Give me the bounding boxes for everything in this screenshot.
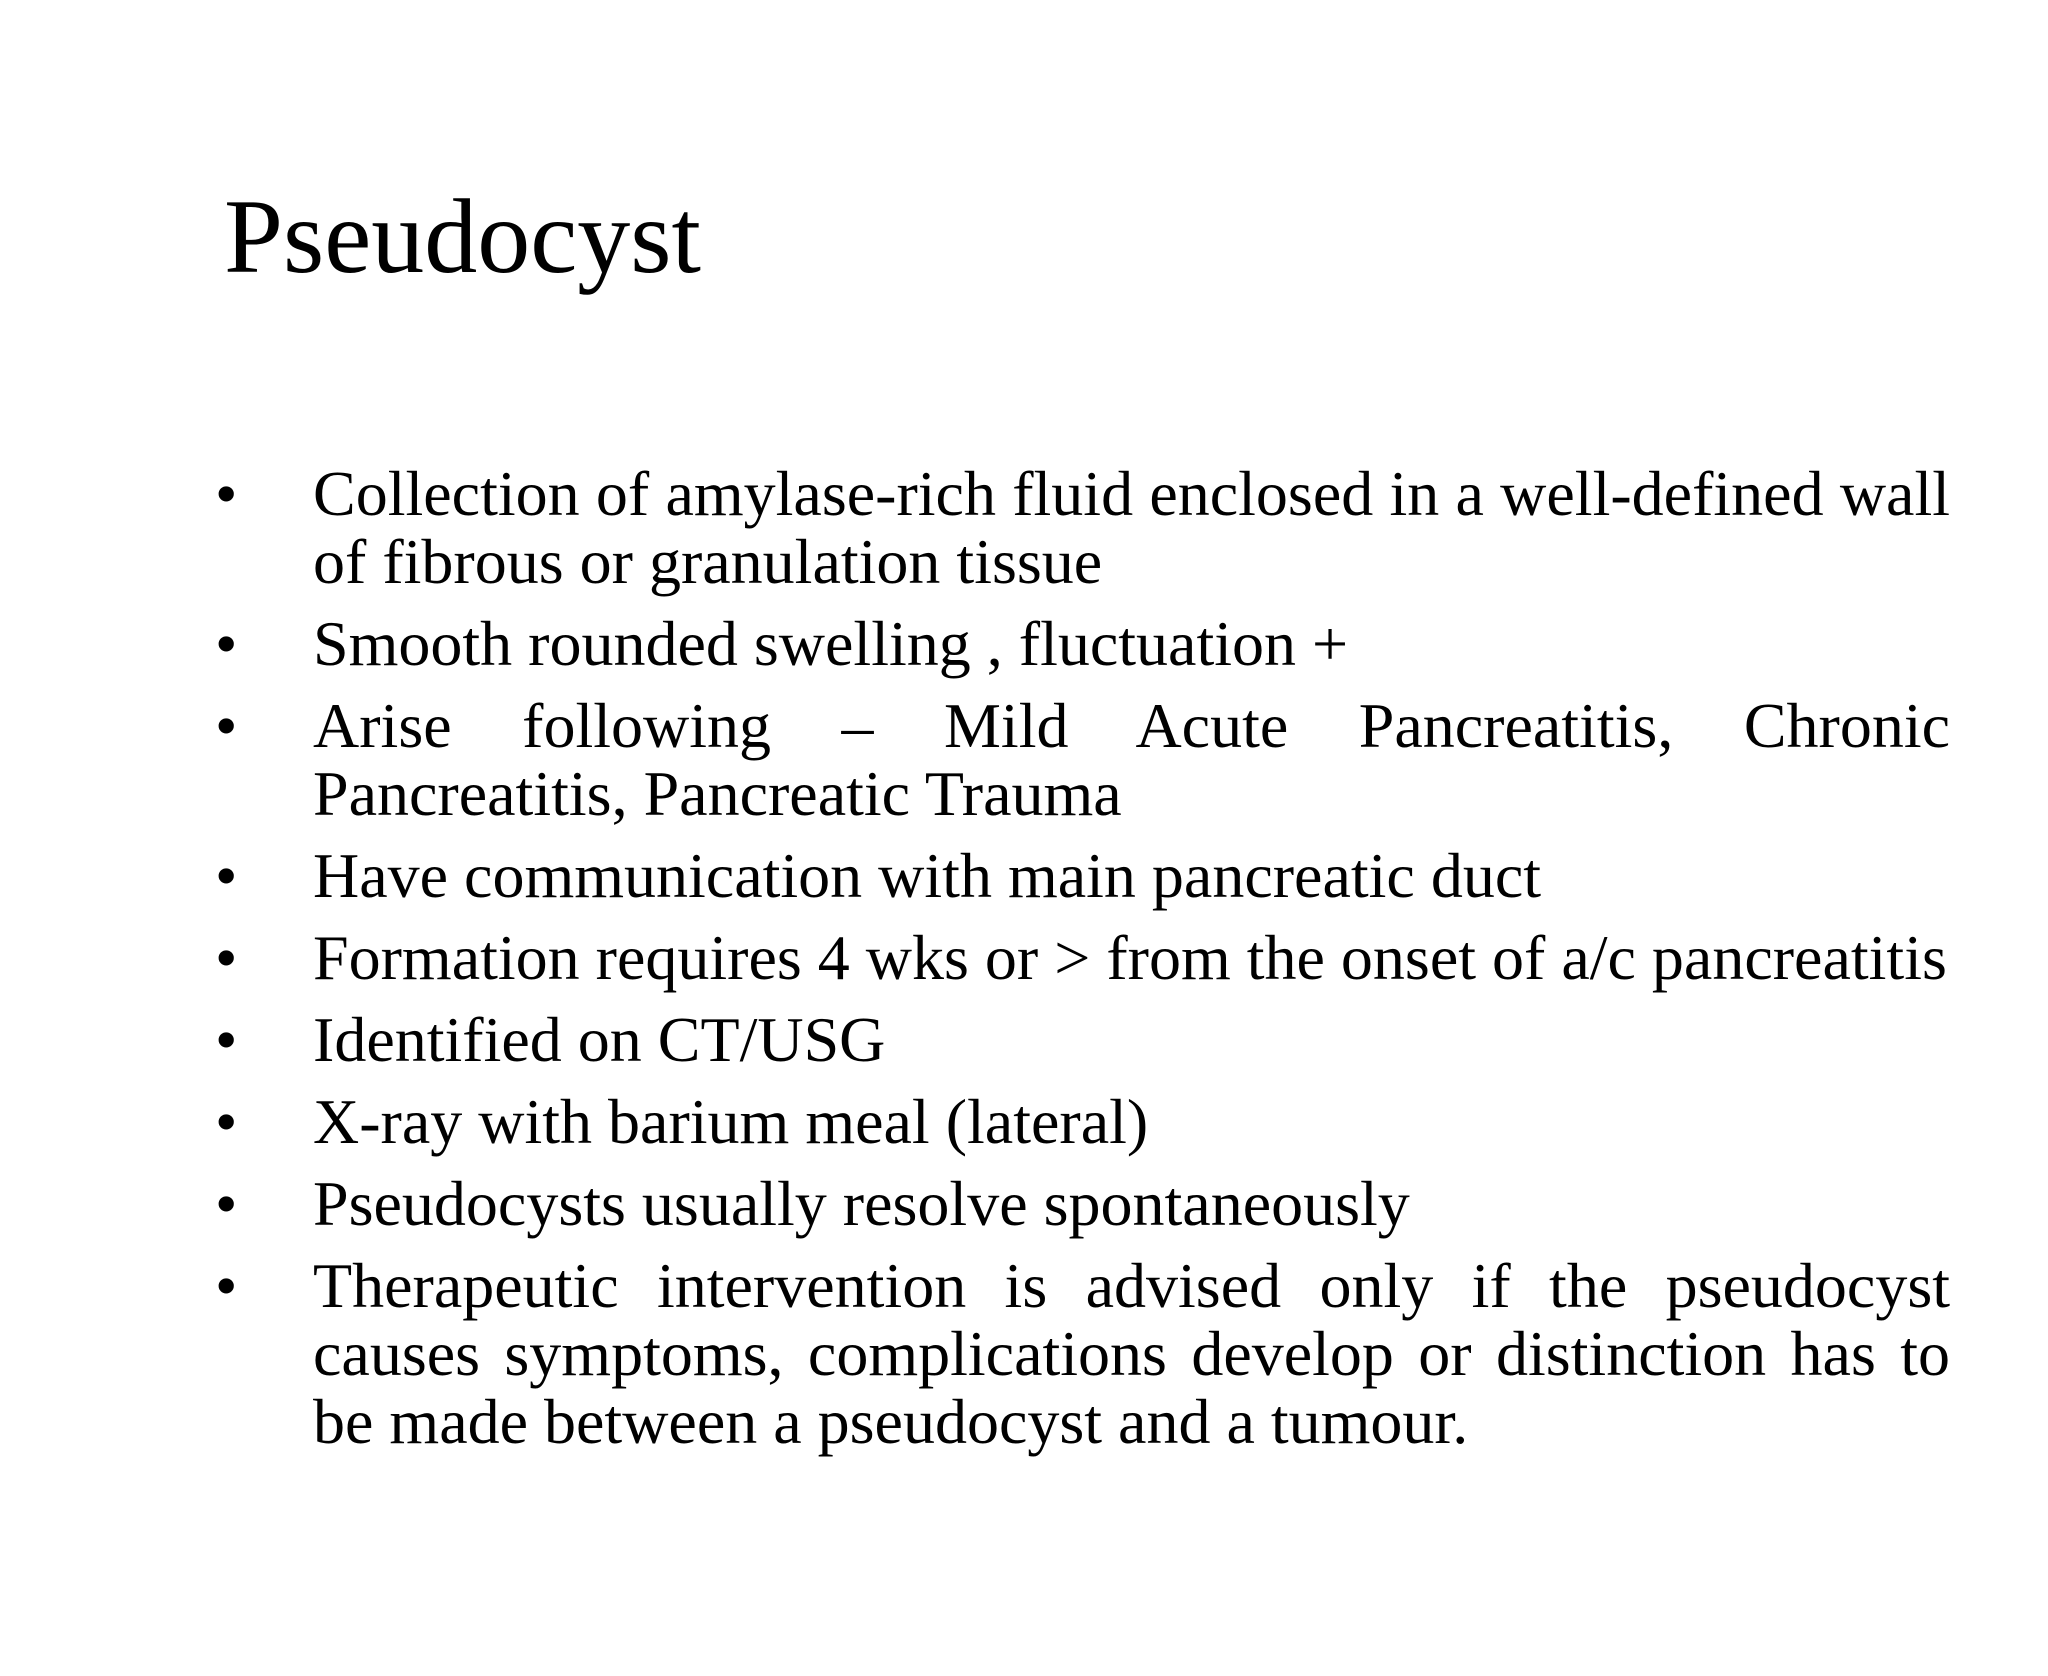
slide-title: Pseudocyst <box>224 178 701 295</box>
bullet-icon: • <box>215 458 238 529</box>
bullet-text: Therapeutic intervention is advised only if the pseudocyst causes symptoms, complications develop or distinction has to be made between a pseudocyst and a tumour. <box>313 1250 1950 1457</box>
bullet-text: Identified on CT/USG <box>313 1004 886 1075</box>
list-item <box>215 1170 1950 1238</box>
bullet-text: Have communication with main pancreatic duct <box>313 840 1541 911</box>
bullet-text: Pseudocysts usually resolve spontaneously <box>313 1168 1410 1239</box>
bullet-icon: • <box>215 922 238 993</box>
list-item <box>215 924 1950 992</box>
list-item <box>215 460 1950 596</box>
bullet-list <box>215 460 1950 1470</box>
bullet-icon: • <box>215 690 238 761</box>
list-item <box>215 610 1950 678</box>
bullet-text: Arise following – Mild Acute Pancreatitis, Chronic Pancreatitis, Pancreatic Trauma <box>313 690 1950 829</box>
bullet-text: Collection of amylase-rich fluid enclosed in a well-defined wall of fibrous or granulation tissue <box>313 458 1950 597</box>
bullet-text: X-ray with barium meal (lateral) <box>313 1086 1149 1157</box>
list-item <box>215 692 1950 828</box>
bullet-text: Formation requires 4 wks or > from the onset of a/c pancreatitis <box>313 922 1947 993</box>
bullet-icon: • <box>215 1168 238 1239</box>
bullet-icon: • <box>215 1086 238 1157</box>
list-item <box>215 1006 1950 1074</box>
list-item <box>215 1252 1950 1456</box>
list-item <box>215 842 1950 910</box>
bullet-text: Smooth rounded swelling , fluctuation + <box>313 608 1349 679</box>
list-item <box>215 1088 1950 1156</box>
bullet-icon: • <box>215 1250 238 1321</box>
bullet-icon: • <box>215 840 238 911</box>
bullet-icon: • <box>215 608 238 679</box>
bullet-icon: • <box>215 1004 238 1075</box>
